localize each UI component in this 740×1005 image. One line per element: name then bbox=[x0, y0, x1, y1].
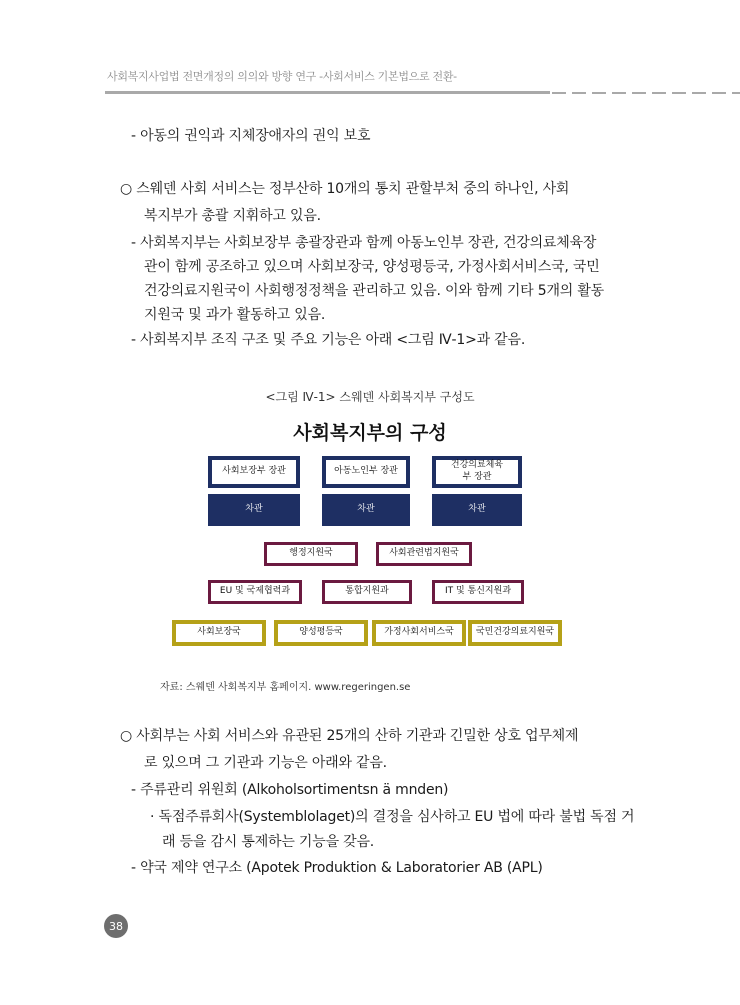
department-box: 국민건강의료지원국 bbox=[468, 620, 562, 646]
header-rule-dashed bbox=[552, 92, 740, 94]
secretary-box: 차관 bbox=[208, 494, 300, 526]
running-header: 사회복지사업법 전면개정의 의의와 방향 연구 -사회서비스 기본법으로 전환- bbox=[107, 70, 457, 83]
office-box: IT 및 통신지원과 bbox=[432, 580, 524, 604]
bullet-line: 건강의료지원국이 사회행정정책을 관리하고 있음. 이와 함께 기타 5개의 활동 bbox=[144, 283, 605, 299]
office-box: EU 및 국제협력과 bbox=[208, 580, 302, 604]
office-box: 통합지원과 bbox=[322, 580, 412, 604]
bullet-line: - 사회복지부는 사회보장부 총괄장관과 함께 아동노인부 장관, 건강의료체육장 bbox=[131, 235, 597, 251]
secretary-box: 차관 bbox=[432, 494, 522, 526]
support-unit-box: 사회관련법지원국 bbox=[376, 542, 472, 566]
minister-box: 아동노인부 장관 bbox=[322, 456, 410, 488]
sub-bullet-line: 래 등을 감시 통제하는 기능을 갖음. bbox=[162, 834, 375, 850]
bullet-line: - 사회복지부 조직 구조 및 주요 기능은 아래 <그림 Ⅳ-1>과 같음. bbox=[131, 332, 526, 348]
department-box: 사회보장국 bbox=[172, 620, 266, 646]
bullet-line: - 주류관리 위원회 (Alkoholsortimentsn ä mnden) bbox=[131, 782, 449, 798]
department-box: 양성평등국 bbox=[274, 620, 368, 646]
paragraph-line: 복지부가 총괄 지휘하고 있음. bbox=[144, 208, 321, 224]
header-rule bbox=[105, 91, 550, 94]
figure-source: 자료: 스웨덴 사회복지부 홈페이지. www.regeringen.se bbox=[160, 682, 411, 693]
paragraph-line: 로 있으며 그 기관과 기능은 아래와 같음. bbox=[144, 755, 387, 771]
support-unit-box: 행정지원국 bbox=[264, 542, 358, 566]
department-box: 가정사회서비스국 bbox=[372, 620, 466, 646]
bullet-child-rights: - 아동의 권익과 지체장애자의 권익 보호 bbox=[131, 128, 371, 144]
minister-box: 사회보장부 장관 bbox=[208, 456, 300, 488]
figure-caption: <그림 Ⅳ-1> 스웨덴 사회복지부 구성도 bbox=[265, 390, 475, 404]
org-chart bbox=[170, 412, 570, 652]
bullet-line: 지원국 및 과가 활동하고 있음. bbox=[144, 307, 326, 323]
paragraph-line: ○ 사회부는 사회 서비스와 유관된 25개의 산하 기관과 긴밀한 상호 업무체제 bbox=[120, 728, 579, 744]
page-number: 38 bbox=[104, 914, 128, 938]
sub-bullet-line: · 독점주류회사(Systemblolaget)의 결정을 심사하고 EU 법에 따라 불법 독점 거 bbox=[150, 809, 635, 825]
bullet-line: 관이 함께 공조하고 있으며 사회보장국, 양성평등국, 가정사회서비스국, 국민 bbox=[144, 259, 600, 275]
bullet-line: - 약국 제약 연구소 (Apotek Produktion & Laboratorier AB (APL) bbox=[131, 860, 543, 876]
org-chart-title: 사회복지부의 구성 bbox=[293, 422, 447, 444]
minister-box: 건강의료체육부 장관 bbox=[432, 456, 522, 488]
secretary-box: 차관 bbox=[322, 494, 410, 526]
paragraph-line: ○ 스웨덴 사회 서비스는 정부산하 10개의 통치 관할부처 중의 하나인, 사회 bbox=[120, 181, 570, 197]
